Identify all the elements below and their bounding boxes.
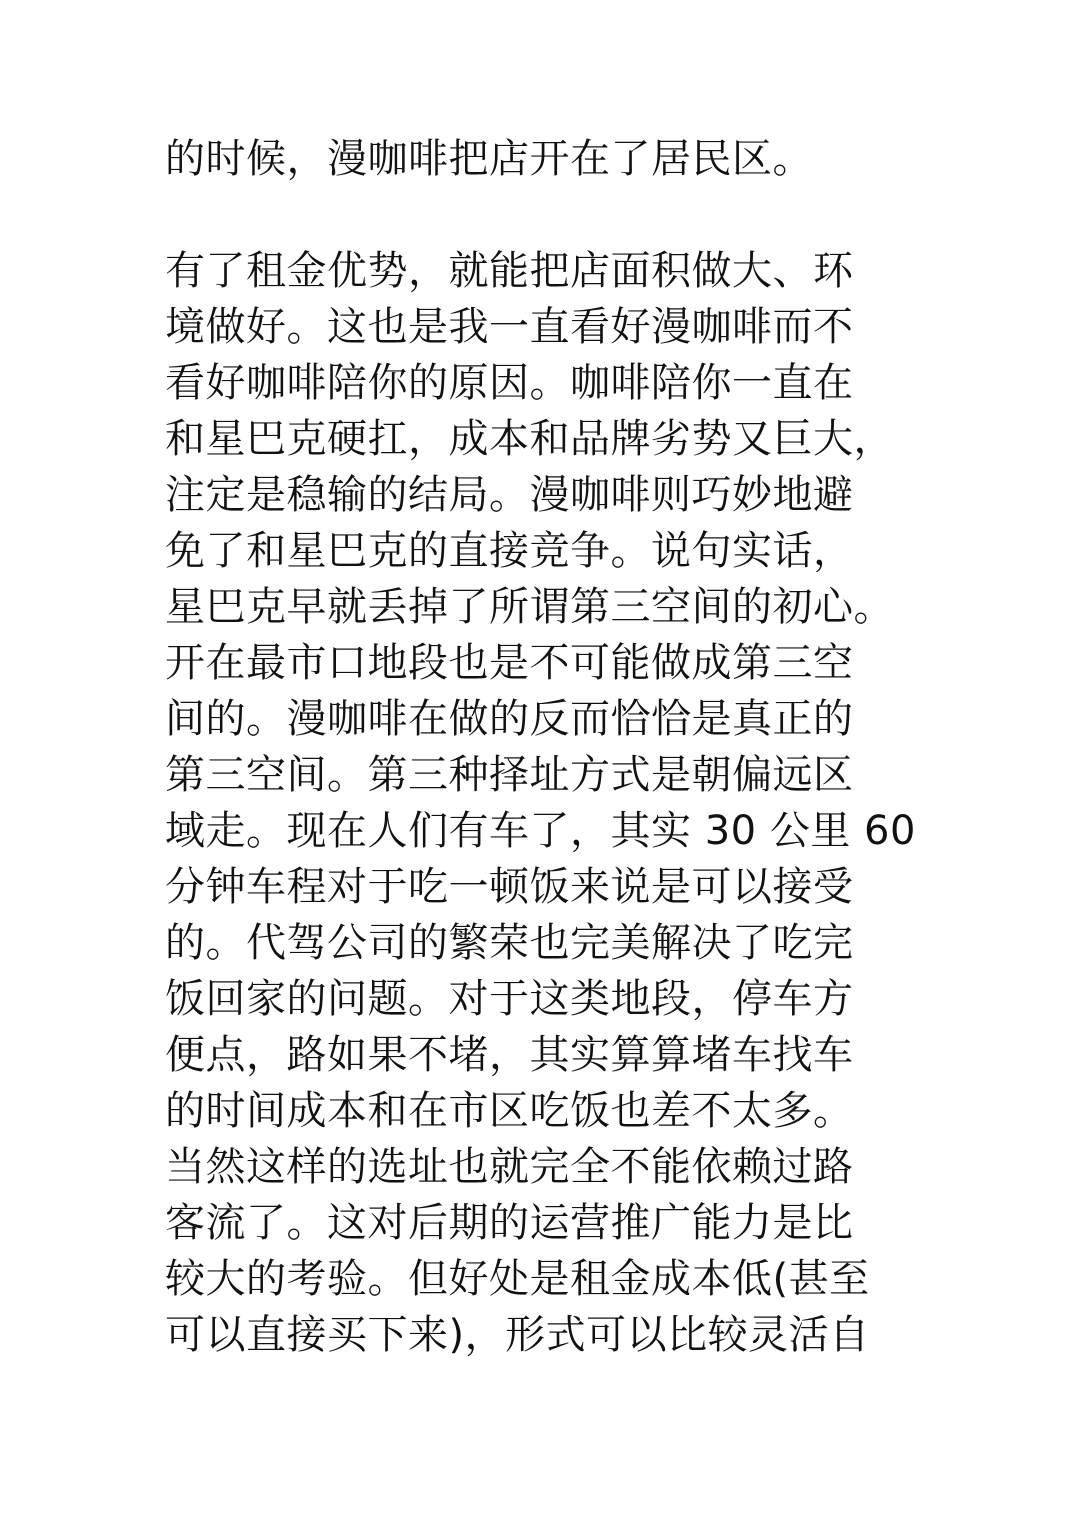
text-line: 分钟车程对于吃一顿饭来说是可以接受: [165, 864, 854, 910]
text-line: 便点，路如果不堵，其实算算堵车找车: [165, 1032, 854, 1078]
paragraph-1: [165, 131, 925, 187]
text-line: 和星巴克硬扛，成本和品牌劣势又巨大，: [165, 416, 894, 462]
text-line: 境做好。这也是我一直看好漫咖啡而不: [165, 304, 854, 350]
text-line: 间的。漫咖啡在做的反而恰恰是真正的: [165, 696, 854, 742]
text-line: 域走。现在人们有车了，其实 30 公里 60: [165, 808, 916, 854]
text-line: 免了和星巴克的直接竞争。说句实话，: [165, 528, 854, 574]
text-line: 的。代驾公司的繁荣也完美解决了吃完: [165, 920, 854, 966]
text-line: 可以直接买下来)，形式可以比较灵活自: [165, 1312, 870, 1358]
text-line: 的时间成本和在市区吃饭也差不太多。: [165, 1088, 854, 1134]
text-line: 看好咖啡陪你的原因。咖啡陪你一直在: [165, 360, 854, 406]
text-line: 注定是稳输的结局。漫咖啡则巧妙地避: [165, 472, 854, 518]
text-line: 较大的考验。但好处是租金成本低(甚至: [165, 1256, 870, 1302]
paragraph-2: [165, 243, 925, 1363]
text-line: 饭回家的问题。对于这类地段，停车方: [165, 976, 854, 1022]
text-line: 客流了。这对后期的运营推广能力是比: [165, 1200, 854, 1246]
text-line: 开在最市口地段也是不可能做成第三空: [165, 640, 854, 686]
text-line: 的时候，漫咖啡把店开在了居民区。: [165, 136, 813, 182]
text-line: 第三空间。第三种择址方式是朝偏远区: [165, 752, 854, 798]
text-line: 当然这样的选址也就完全不能依赖过路: [165, 1144, 854, 1190]
text-line: 有了租金优势，就能把店面积做大、环: [165, 248, 854, 294]
text-line: 星巴克早就丢掉了所谓第三空间的初心。: [165, 584, 894, 630]
